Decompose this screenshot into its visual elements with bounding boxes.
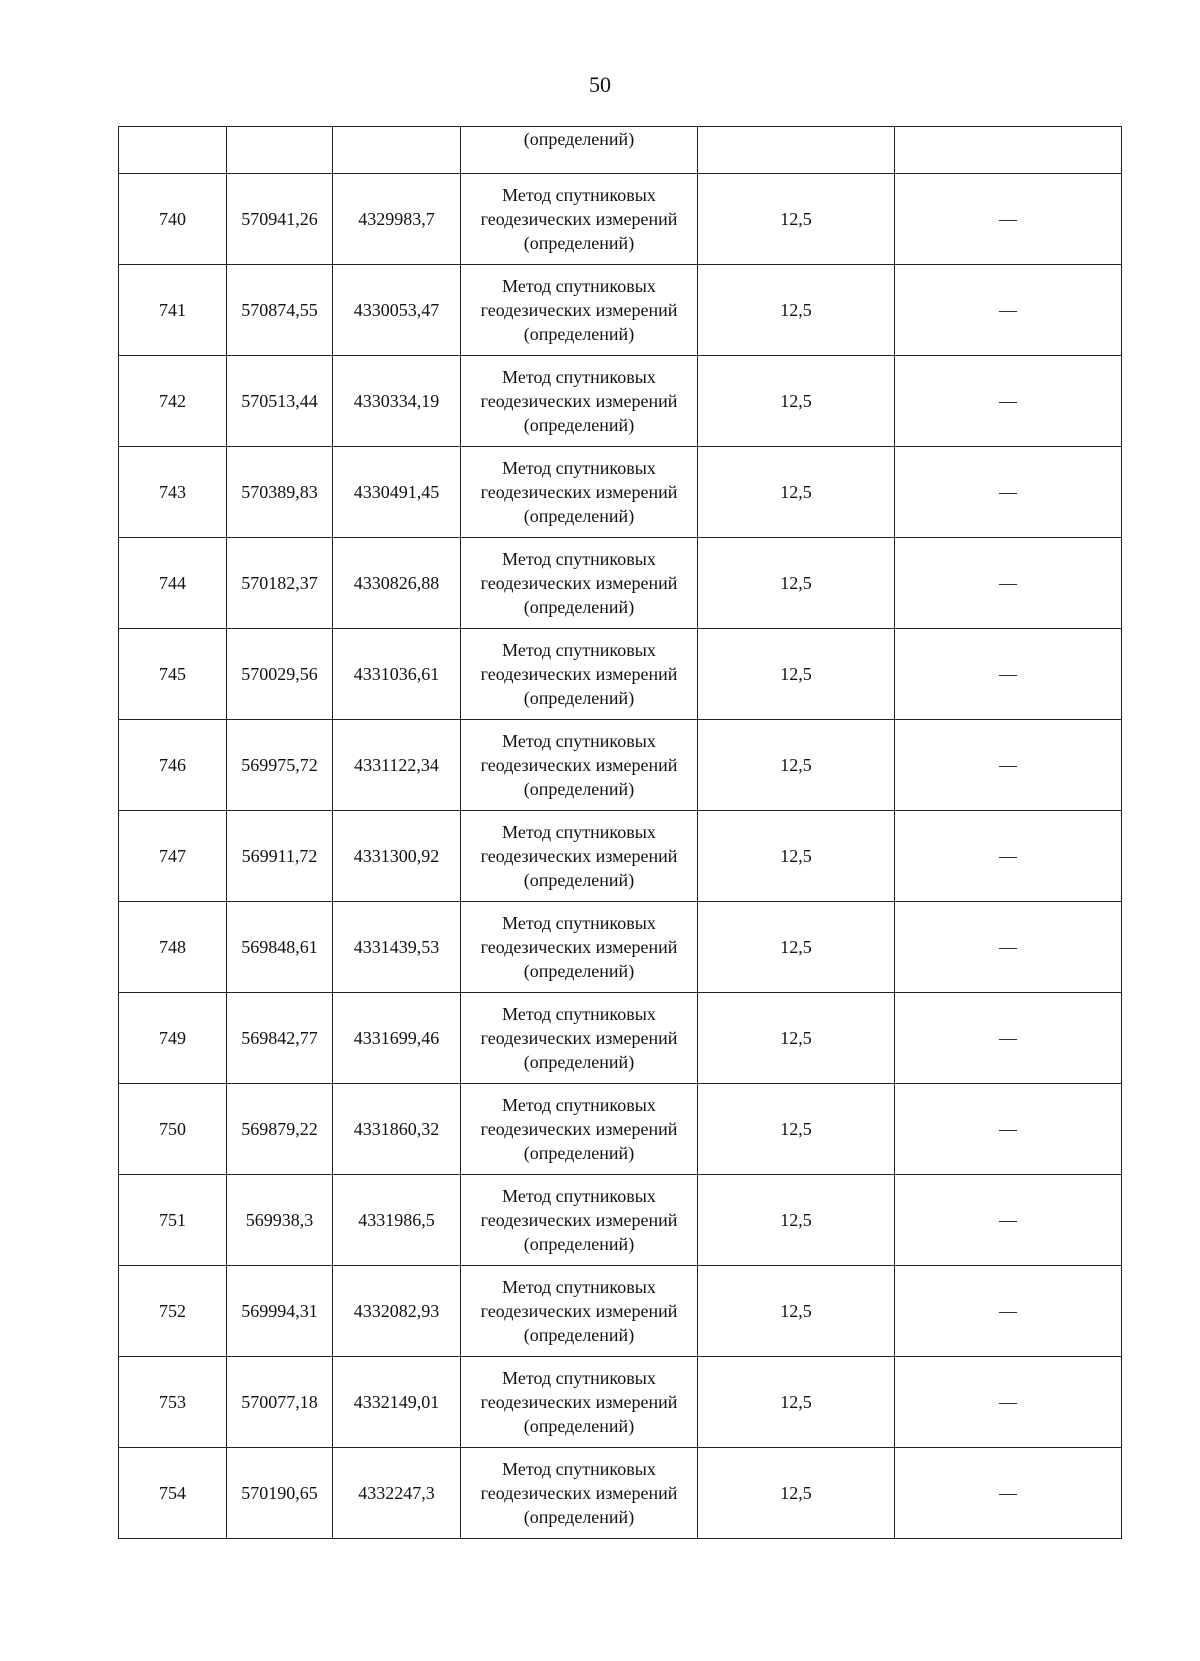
note-dash: — <box>895 1266 1122 1357</box>
method-line: геодезических измерений <box>480 1028 678 1048</box>
method-line: геодезических измерений <box>480 573 678 593</box>
point-number: 754 <box>119 1448 227 1539</box>
continuation-row <box>119 127 1122 174</box>
coordinate-y: 4331986,5 <box>333 1175 461 1266</box>
cell-note <box>895 127 1122 174</box>
coordinate-x: 570389,83 <box>227 447 333 538</box>
point-number: 753 <box>119 1357 227 1448</box>
method-line: Метод спутниковых <box>502 185 656 205</box>
point-number: 749 <box>119 993 227 1084</box>
coordinate-x: 570029,56 <box>227 629 333 720</box>
table-row <box>119 1175 1122 1266</box>
point-number: 751 <box>119 1175 227 1266</box>
coordinate-x: 570941,26 <box>227 174 333 265</box>
method-line: Метод спутниковых <box>502 731 656 751</box>
point-number: 741 <box>119 265 227 356</box>
coordinate-x: 569975,72 <box>227 720 333 811</box>
accuracy-value: 12,5 <box>698 902 895 993</box>
note-dash: — <box>895 1357 1122 1448</box>
accuracy-value: 12,5 <box>698 174 895 265</box>
coordinate-y: 4331860,32 <box>333 1084 461 1175</box>
coordinate-x: 570513,44 <box>227 356 333 447</box>
method-cell <box>461 629 698 720</box>
method-line: геодезических измерений <box>480 664 678 684</box>
method-line: Метод спутниковых <box>502 1186 656 1206</box>
table-row <box>119 629 1122 720</box>
table-row <box>119 1448 1122 1539</box>
method-line: Метод спутниковых <box>502 367 656 387</box>
point-number: 744 <box>119 538 227 629</box>
method-line: Метод спутниковых <box>502 276 656 296</box>
method-cell <box>461 1266 698 1357</box>
coordinate-y: 4332149,01 <box>333 1357 461 1448</box>
note-dash: — <box>895 265 1122 356</box>
method-line: геодезических измерений <box>480 1301 678 1321</box>
coordinate-x: 570182,37 <box>227 538 333 629</box>
accuracy-value: 12,5 <box>698 629 895 720</box>
method-cell <box>461 993 698 1084</box>
method-line: (определений) <box>523 1052 635 1072</box>
method-line: (определений) <box>523 415 635 435</box>
accuracy-value: 12,5 <box>698 1175 895 1266</box>
method-line: (определений) <box>523 597 635 617</box>
method-line: Метод спутниковых <box>502 1004 656 1024</box>
table-row <box>119 356 1122 447</box>
method-line: (определений) <box>523 870 635 890</box>
accuracy-value: 12,5 <box>698 1357 895 1448</box>
coordinate-y: 4331122,34 <box>333 720 461 811</box>
coordinate-y: 4330053,47 <box>333 265 461 356</box>
method-line: Метод спутниковых <box>502 822 656 842</box>
coordinate-x: 570190,65 <box>227 1448 333 1539</box>
coordinate-y: 4331439,53 <box>333 902 461 993</box>
coordinate-x: 569911,72 <box>227 811 333 902</box>
note-dash: — <box>895 629 1122 720</box>
method-line: Метод спутниковых <box>502 1459 656 1479</box>
coordinate-x: 569842,77 <box>227 993 333 1084</box>
coordinates-table <box>118 126 1122 1539</box>
table-row <box>119 993 1122 1084</box>
point-number: 747 <box>119 811 227 902</box>
method-line: Метод спутниковых <box>502 458 656 478</box>
method-cell <box>461 1084 698 1175</box>
coordinate-x: 570874,55 <box>227 265 333 356</box>
accuracy-value: 12,5 <box>698 1448 895 1539</box>
point-number: 746 <box>119 720 227 811</box>
note-dash: — <box>895 356 1122 447</box>
method-line: (определений) <box>523 1325 635 1345</box>
coordinate-y: 4330334,19 <box>333 356 461 447</box>
accuracy-value: 12,5 <box>698 1084 895 1175</box>
note-dash: — <box>895 1448 1122 1539</box>
coordinate-y: 4330491,45 <box>333 447 461 538</box>
table-row <box>119 447 1122 538</box>
table-row <box>119 1084 1122 1175</box>
method-line: геодезических измерений <box>480 482 678 502</box>
method-line: (определений) <box>523 506 635 526</box>
coordinate-y: 4329983,7 <box>333 174 461 265</box>
method-line: Метод спутниковых <box>502 913 656 933</box>
point-number: 752 <box>119 1266 227 1357</box>
method-cell <box>461 902 698 993</box>
table-row <box>119 811 1122 902</box>
method-cell <box>461 356 698 447</box>
coordinate-y: 4330826,88 <box>333 538 461 629</box>
method-cell <box>461 1448 698 1539</box>
method-cell <box>461 538 698 629</box>
cell-x <box>227 127 333 174</box>
method-line: геодезических измерений <box>480 209 678 229</box>
method-line: геодезических измерений <box>480 1210 678 1230</box>
accuracy-value: 12,5 <box>698 265 895 356</box>
method-cell <box>461 1175 698 1266</box>
method-line: геодезических измерений <box>480 755 678 775</box>
accuracy-value: 12,5 <box>698 993 895 1084</box>
method-line: геодезических измерений <box>480 1483 678 1503</box>
table-row <box>119 902 1122 993</box>
method-line: геодезических измерений <box>480 391 678 411</box>
method-line: (определений) <box>523 324 635 344</box>
method-line: геодезических измерений <box>480 1392 678 1412</box>
accuracy-value: 12,5 <box>698 811 895 902</box>
method-line: Метод спутниковых <box>502 640 656 660</box>
note-dash: — <box>895 811 1122 902</box>
note-dash: — <box>895 1084 1122 1175</box>
note-dash: — <box>895 902 1122 993</box>
method-line: (определений) <box>523 1416 635 1436</box>
cell-num <box>119 127 227 174</box>
table-row <box>119 174 1122 265</box>
method-cell <box>461 720 698 811</box>
point-number: 748 <box>119 902 227 993</box>
coordinate-y: 4331036,61 <box>333 629 461 720</box>
accuracy-value: 12,5 <box>698 1266 895 1357</box>
coordinate-x: 570077,18 <box>227 1357 333 1448</box>
method-line: (определений) <box>523 233 635 253</box>
cell-accuracy <box>698 127 895 174</box>
coordinate-x: 569879,22 <box>227 1084 333 1175</box>
method-line: (определений) <box>523 1507 635 1527</box>
method-line: геодезических измерений <box>480 937 678 957</box>
point-number: 742 <box>119 356 227 447</box>
method-line: (определений) <box>523 1143 635 1163</box>
method-cell <box>461 1357 698 1448</box>
page-number: 50 <box>589 72 611 97</box>
method-cell <box>461 811 698 902</box>
method-line: (определений) <box>523 779 635 799</box>
note-dash: — <box>895 447 1122 538</box>
accuracy-value: 12,5 <box>698 356 895 447</box>
method-line: геодезических измерений <box>480 300 678 320</box>
point-number: 740 <box>119 174 227 265</box>
note-dash: — <box>895 538 1122 629</box>
table-row <box>119 538 1122 629</box>
method-line: (определений) <box>523 688 635 708</box>
method-cell <box>461 265 698 356</box>
method-line: Метод спутниковых <box>502 1277 656 1297</box>
method-line: геодезических измерений <box>480 1119 678 1139</box>
method-line: Метод спутниковых <box>502 549 656 569</box>
method-line: Метод спутниковых <box>502 1368 656 1388</box>
coordinate-y: 4332247,3 <box>333 1448 461 1539</box>
table-row <box>119 720 1122 811</box>
method-line: (определений) <box>523 1234 635 1254</box>
accuracy-value: 12,5 <box>698 720 895 811</box>
coordinate-y: 4331699,46 <box>333 993 461 1084</box>
table-row <box>119 1357 1122 1448</box>
point-number: 743 <box>119 447 227 538</box>
accuracy-value: 12,5 <box>698 447 895 538</box>
accuracy-value: 12,5 <box>698 538 895 629</box>
cell-method: (определений) <box>461 127 698 174</box>
point-number: 750 <box>119 1084 227 1175</box>
method-line: (определений) <box>523 961 635 981</box>
method-line: Метод спутниковых <box>502 1095 656 1115</box>
coordinate-x: 569994,31 <box>227 1266 333 1357</box>
method-cell <box>461 174 698 265</box>
method-line: геодезических измерений <box>480 846 678 866</box>
table-row <box>119 1266 1122 1357</box>
method-cell <box>461 447 698 538</box>
table-row <box>119 265 1122 356</box>
coordinate-x: 569938,3 <box>227 1175 333 1266</box>
note-dash: — <box>895 174 1122 265</box>
cell-y <box>333 127 461 174</box>
coordinate-x: 569848,61 <box>227 902 333 993</box>
coordinate-y: 4332082,93 <box>333 1266 461 1357</box>
coordinate-y: 4331300,92 <box>333 811 461 902</box>
point-number: 745 <box>119 629 227 720</box>
note-dash: — <box>895 993 1122 1084</box>
note-dash: — <box>895 1175 1122 1266</box>
note-dash: — <box>895 720 1122 811</box>
